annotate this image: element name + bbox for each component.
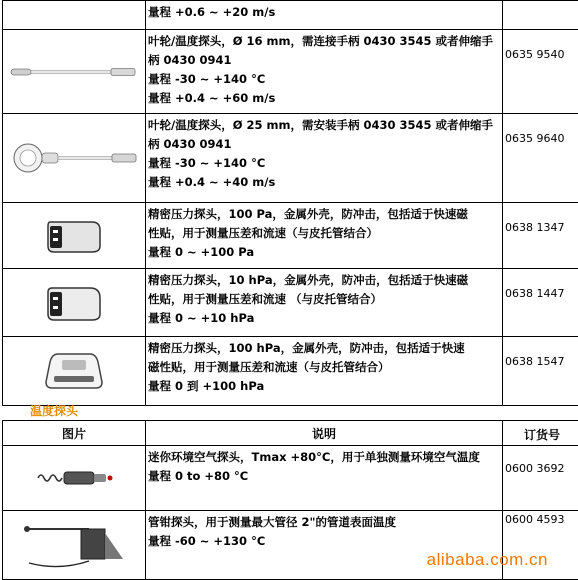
description-line: 管钳探头，用于测量最大管径 2"的管道表面温度: [148, 515, 396, 529]
description-line: 叶轮/温度探头，Ø 16 mm，需连接手柄 0430 3545 或者伸缩手: [148, 34, 493, 48]
description-line: 性贴，用于测量压差和流速 （与皮托管结合）: [148, 292, 383, 306]
order-code-cell: [503, 203, 578, 269]
image-cell: [3, 114, 146, 203]
description-cell: [146, 203, 503, 269]
pressure-probe-image: [44, 282, 104, 324]
description-line: 量程 -30 ~ +140 °C: [148, 156, 266, 170]
mini-air-probe-image: [34, 465, 114, 491]
order-code-cell: [503, 1, 578, 30]
description-line: 量程 0 ~ +10 hPa: [148, 311, 255, 325]
column-header-order-code: 订货号: [503, 421, 578, 446]
image-cell: [3, 203, 146, 269]
description-line: 柄 0430 0941: [148, 53, 232, 67]
vane-probe-16mm-image: [9, 62, 139, 82]
section-title: 温度探头: [30, 404, 79, 418]
order-code-cell: [503, 269, 578, 337]
description-cell: [146, 337, 503, 406]
table-row: [3, 337, 578, 406]
description-line: 精密压力探头，100 Pa，金属外壳，防冲击，包括适于快速磁: [148, 207, 468, 221]
order-code-cell: [503, 446, 578, 511]
description-line: 量程 -30 ~ +140 °C: [148, 72, 266, 86]
description-line: 量程 +0.4 ~ +60 m/s: [148, 91, 276, 105]
description-cell: [146, 114, 503, 203]
order-code-cell: [503, 114, 578, 203]
pressure-probe-image: [44, 216, 104, 256]
watermark: alibaba.com.cn: [426, 550, 548, 569]
description-cell: [146, 30, 503, 114]
pipe-clamp-probe-image: [19, 519, 129, 571]
order-code: 0638 1547: [505, 355, 565, 368]
table-row: [3, 1, 578, 30]
vane-probe-25mm-image: [6, 138, 142, 178]
table-row: [3, 114, 578, 203]
description-line: 迷你环境空气探头，Tmax +80°C，用于单独测量环境空气温度: [148, 450, 480, 464]
image-cell: [3, 1, 146, 30]
order-code: 0638 1447: [505, 287, 565, 300]
image-cell: [3, 446, 146, 511]
description-line: 量程 0 to +80 °C: [148, 469, 249, 483]
description-cell: [146, 446, 503, 511]
image-cell: [3, 337, 146, 406]
column-header-image: 图片: [3, 421, 146, 446]
order-code-cell: [503, 337, 578, 406]
image-cell: [3, 30, 146, 114]
order-code: 0600 3692: [505, 462, 565, 475]
order-code: 0635 9640: [505, 132, 565, 145]
description-line: 量程 -60 ~ +130 °C: [148, 534, 266, 548]
table-row: [3, 203, 578, 269]
order-code: 0600 4593: [505, 513, 565, 526]
image-cell: [3, 269, 146, 337]
description-line: 柄 0430 0941: [148, 137, 232, 151]
table-row: [3, 269, 578, 337]
description-cell: [146, 1, 503, 30]
table-header-row: [3, 421, 578, 446]
description-line: 精密压力探头，100 hPa，金属外壳，防冲击，包括适于快速: [148, 341, 465, 355]
description-line: 精密压力探头，10 hPa，金属外壳，防冲击，包括适于快速磁: [148, 273, 469, 287]
description-line: 量程 0 ~ +100 Pa: [148, 245, 255, 259]
table-row: [3, 30, 578, 114]
description-cell: [146, 269, 503, 337]
probe-table: [2, 0, 578, 406]
description-line: 量程 0 到 +100 hPa: [148, 379, 265, 393]
table-row: [3, 446, 578, 511]
order-code: 0638 1347: [505, 221, 565, 234]
pressure-probe-image: [44, 350, 104, 392]
description-line: 叶轮/温度探头，Ø 25 mm，需安装手柄 0430 3545 或者伸缩手: [148, 118, 493, 132]
order-code-cell: [503, 30, 578, 114]
description-line: 量程 +0.4 ~ +40 m/s: [148, 175, 276, 189]
description-line: 量程 +0.6 ~ +20 m/s: [148, 5, 276, 19]
description-line: 性贴，用于测量压差和流速（与皮托管结合）: [148, 226, 378, 240]
column-header-description: 说明: [146, 421, 503, 446]
image-cell: [3, 511, 146, 580]
order-code: 0635 9540: [505, 48, 565, 61]
description-line: 磁性贴，用于测量压差和流速（与皮托管结合）: [148, 360, 390, 374]
